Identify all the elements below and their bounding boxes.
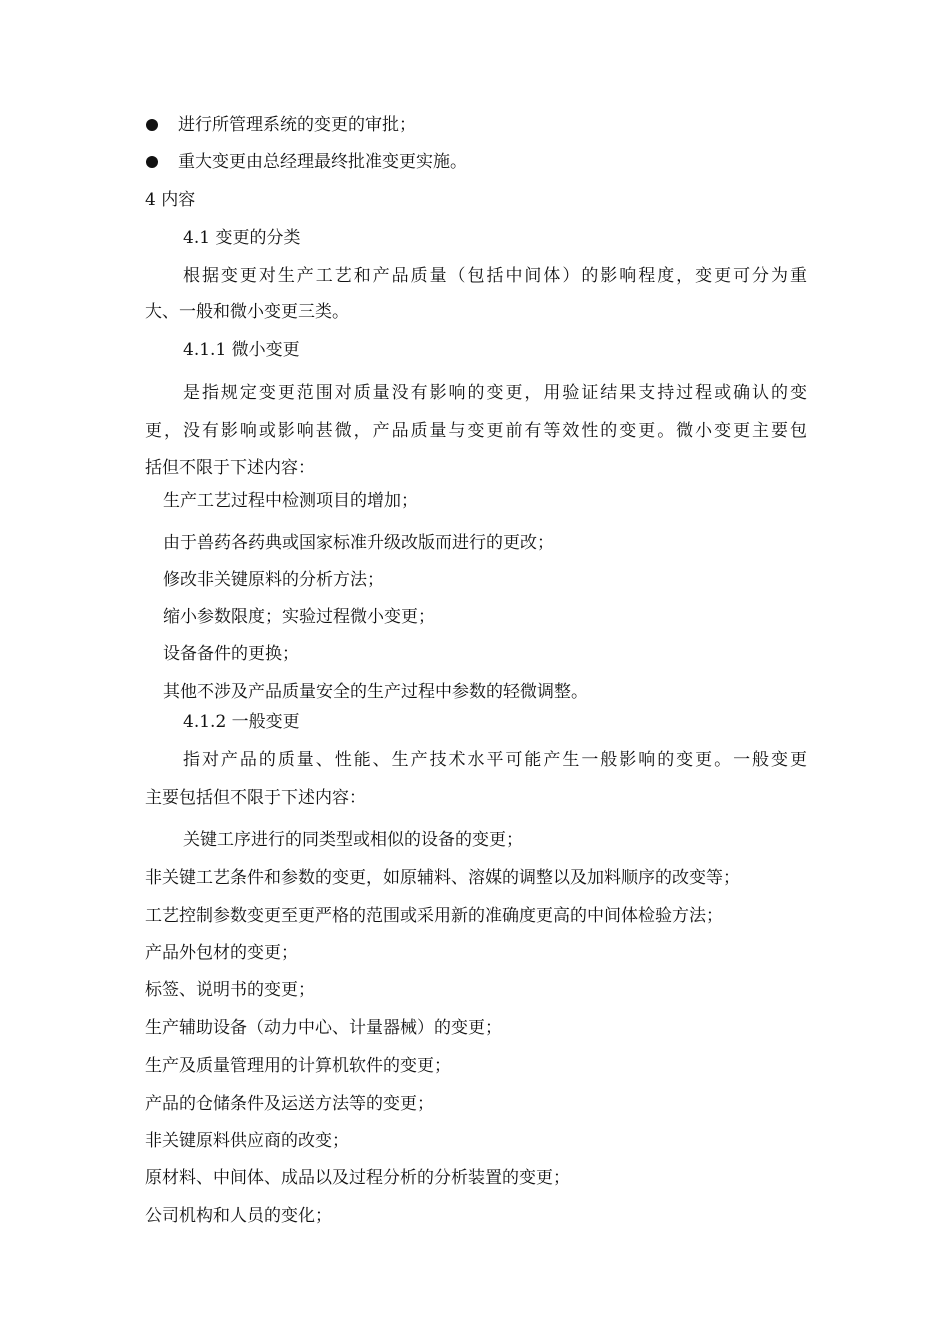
bullet-item: 进行所管理系统的变更的审批；: [178, 115, 416, 135]
list-item: 非关键原料供应商的改变；: [145, 1131, 349, 1151]
list-item: 原材料、中间体、成品以及过程分析的分析装置的变更；: [145, 1168, 570, 1188]
list-item: 生产及质量管理用的计算机软件的变更；: [145, 1056, 451, 1076]
list-item: 公司机构和人员的变化；: [145, 1206, 332, 1226]
list-item: 工艺控制参数变更至更严格的范围或采用新的准确度更高的中间体检验方法；: [145, 906, 723, 926]
paragraph-line: 根据变更对生产工艺和产品质量（包括中间体）的影响程度，变更可分为重: [183, 266, 807, 286]
list-item: 其他不涉及产品质量安全的生产过程中参数的轻微调整。: [163, 682, 588, 702]
list-item: 设备备件的更换；: [163, 644, 299, 664]
list-item: 修改非关键原料的分析方法；: [163, 570, 384, 590]
list-item: 生产辅助设备（动力中心、计量器械）的变更；: [145, 1018, 502, 1038]
paragraph-line: 主要包括但不限于下述内容：: [145, 788, 366, 808]
list-item: 非关键工艺条件和参数的变更，如原辅料、溶媒的调整以及加料顺序的改变等；: [145, 868, 740, 888]
list-item: 缩小参数限度；实验过程微小变更；: [163, 607, 435, 627]
paragraph-line: 大、一般和微小变更三类。: [145, 302, 349, 322]
subsection-heading: 4.1.1 微小变更: [183, 340, 300, 360]
paragraph-line: 更，没有影响或影响甚微，产品质量与变更前有等效性的变更。微小变更主要包: [145, 421, 807, 441]
subsection-heading: 4.1 变更的分类: [183, 228, 301, 248]
paragraph-line: 括但不限于下述内容：: [145, 458, 315, 478]
section-heading: 4 内容: [145, 190, 196, 210]
paragraph-line: 指对产品的质量、性能、生产技术水平可能产生一般影响的变更。一般变更: [183, 750, 807, 770]
list-item: 产品的仓储条件及运送方法等的变更；: [145, 1094, 434, 1114]
list-item: 生产工艺过程中检测项目的增加；: [163, 491, 418, 511]
list-item: 关键工序进行的同类型或相似的设备的变更；: [183, 830, 523, 850]
list-item: 由于兽药各药典或国家标准升级改版而进行的更改；: [163, 533, 554, 553]
list-item: 产品外包材的变更；: [145, 943, 298, 963]
paragraph-line: 是指规定变更范围对质量没有影响的变更，用验证结果支持过程或确认的变: [183, 383, 807, 403]
bullet-icon: [146, 156, 158, 168]
list-item: 标签、说明书的变更；: [145, 980, 315, 1000]
subsection-heading: 4.1.2 一般变更: [183, 712, 300, 732]
bullet-icon: [146, 119, 158, 131]
bullet-item: 重大变更由总经理最终批准变更实施。: [178, 152, 467, 172]
